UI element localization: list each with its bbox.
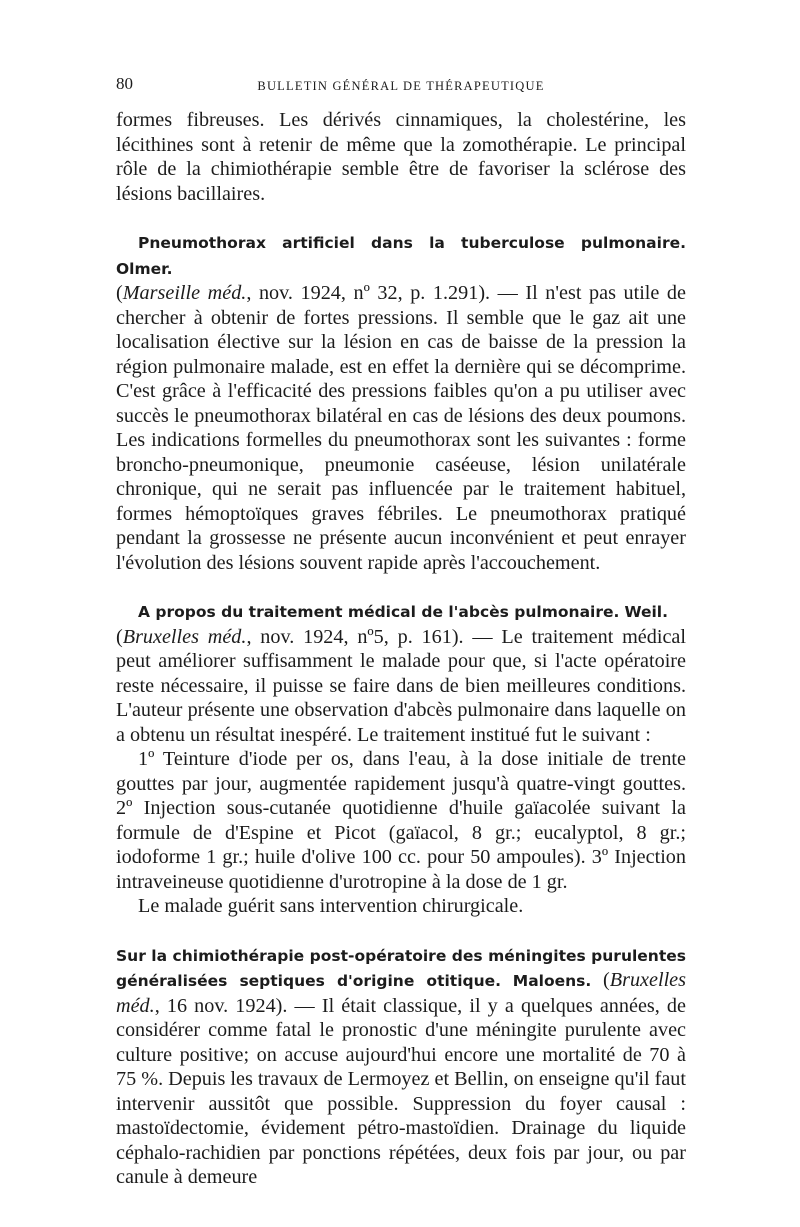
- article-pneumothorax: [116, 230, 686, 575]
- intro-paragraph: formes fibreuses. Les dérivés cinnamiques, la cholestérine, les lécithines sont à retenir de même que la zomothérapie. Le principal rôle de la chimiothérapie semble être de favoriser la sclérose des lésions bacillaires.: [116, 109, 686, 205]
- article-ref-details: , 16 nov. 1924).: [154, 994, 288, 1017]
- page-header: [116, 72, 686, 96]
- outcome-paragraph: Le malade guérit sans intervention chirurgicale.: [138, 895, 524, 917]
- article-journal: Bruxelles méd.: [116, 969, 687, 1017]
- article-title: Sur la chimiothérapie post-opératoire des méningites purulentes généralisées septiques d'origine otitique.: [116, 946, 686, 990]
- article-abces-pulmonaire: [116, 599, 686, 919]
- article-journal: Bruxelles méd.: [122, 625, 247, 648]
- article-body: — Il n'est pas utile de chercher à obtenir de fortes pressions. Il semble que le gaz ait une localisation élective sur la lésion en cas de baisse de la pression la région pulmonaire malade, est en effet la dernière qui se décomprime. C'est grâce à l'efficacité des pressions faibles qu'on a pu utiliser avec succès le pneumothorax bilatéral en cas de lésions des deux poumons. Les indications formelles du pneumothorax sont les suivantes : forme broncho-pneumonique, pneumonie caséeuse, lésion unilatérale chronique, qui ne serait pas influencée par le traitement habituel, formes hémoptoïques graves fébriles. Le pneumothorax pratiqué pendant la grossesse ne présente aucun inconvénient et peut enrayer l'évolution des lésions souvent rapide après l'accouchement.: [116, 282, 686, 574]
- article-meningites: [116, 943, 686, 1190]
- article-body: — Le traitement médical peut améliorer suffisamment le malade pour que, si l'acte opératoire reste nécessaire, il puisse se faire dans de bien meilleures conditions. L'auteur présente une observation d'abcès pulmonaire dans laquelle on a obtenu un résultat inespéré. Le traitement institué fut le suivant :: [116, 625, 686, 746]
- article-ref-details: , nov. 1924, nº5, p. 161).: [246, 625, 464, 648]
- article-journal: Marseille méd.: [122, 282, 247, 304]
- article-author: Maloens.: [512, 972, 592, 990]
- article-body: — Il était classique, il y a quelques années, de considérer comme fatal le pronostic d'une méningite purulente avec culture positive; on accuse aujourd'hui encore une mortalité de 70 à 75 %. Depuis les travaux de Lermoyez et Bellin, on enseigne qu'il faut intervenir aussitôt que possible. Suppression du foyer causal : mastoïdectomie, évidement pétro-mastoïdien. Drainage du liquide céphalo-rachidien par ponctions répétées, deux fois par jour, ou par canule à demeure: [116, 994, 686, 1188]
- document-page: [116, 72, 686, 1190]
- article-title: A propos du traitement médical de l'abcès pulmonaire.: [138, 603, 620, 621]
- article-paragraph: Sur la chimiothérapie post-opératoire des méningites purulentes généralisées septiques d'origine otitique. Maloens. (Bruxelles méd., 16 nov. 1924). — Il était classique, il y a quelques années, de considérer comme fatal le pronostic d'une méningite purulente avec culture positive; on accuse aujourd'hui encore une mortalité de 70 à 75 %. Depuis les travaux de Lermoyez et Bellin, on enseigne qu'il faut intervenir aussitôt que possible. Suppression du foyer causal : mastoïdectomie, évidement pétro-mastoïdien. Drainage du liquide céphalo-rachidien par ponctions répétées, deux fois par jour, ou par canule à demeure: [116, 946, 687, 1188]
- article-paragraph: Pneumothorax artificiel dans la tuberculose pulmonaire. Olmer. (Marseille méd., nov. 1924, nº 32, p. 1.291). — Il n'est pas utile de chercher à obtenir de fortes pressions. Il semble que le gaz ait une localisation élective sur la lésion en cas de baisse de la pression la région pulmonaire malade, est en effet la dernière qui se décomprime. C'est grâce à l'efficacité des pressions faibles qu'on a pu utiliser avec succès le pneumothorax bilatéral en cas de lésions des deux poumons. Les indications formelles du pneumothorax sont les suivantes : forme broncho-pneumonique, pneumonie caséeuse, lésion unilatérale chronique, qui ne serait pas influencée par le traitement habituel, formes hémoptoïques graves fébriles. Le pneumothorax pratiqué pendant la grossesse ne présente aucun inconvénient et peut enrayer l'évolution des lésions souvent rapide après l'accouchement.: [116, 234, 686, 574]
- article-ref-details: , nov. 1924, nº 32, p. 1.291).: [246, 282, 491, 304]
- article-author: Weil.: [624, 603, 669, 621]
- article-title: Pneumothorax artificiel dans la tuberculose pulmonaire.: [138, 234, 686, 252]
- article-paragraph: A propos du traitement médical de l'abcès pulmonaire. Weil. (Bruxelles méd., nov. 1924, nº5, p. 161). — Le traitement médical peut améliorer suffisamment le malade pour que, si l'acte opératoire reste nécessaire, il puisse se faire dans de bien meilleures conditions. L'auteur présente une observation d'abcès pulmonaire dans laquelle on a obtenu un résultat inespéré. Le traitement institué fut le suivant :: [116, 603, 686, 746]
- running-title: BULLETIN GÉNÉRAL DE THÉRAPEUTIQUE: [257, 79, 545, 93]
- article-author: Olmer.: [116, 259, 173, 278]
- page-number: 80: [116, 74, 133, 93]
- treatment-paragraph: 1º Teinture d'iode per os, dans l'eau, à la dose initiale de trente gouttes par jour, augmentée rapidement jusqu'à quatre-vingt gouttes. 2º Injection sous-cutanée quotidienne d'huile gaïacolée suivant la formule de d'Espine et Picot (gaïacol, 8 gr.; eucalyptol, 8 gr.; iodoforme 1 gr.; huile d'olive 100 cc. pour 50 ampoules). 3º Injection intraveineuse quotidienne d'urotropine à la dose de 1 gr.: [116, 748, 686, 893]
